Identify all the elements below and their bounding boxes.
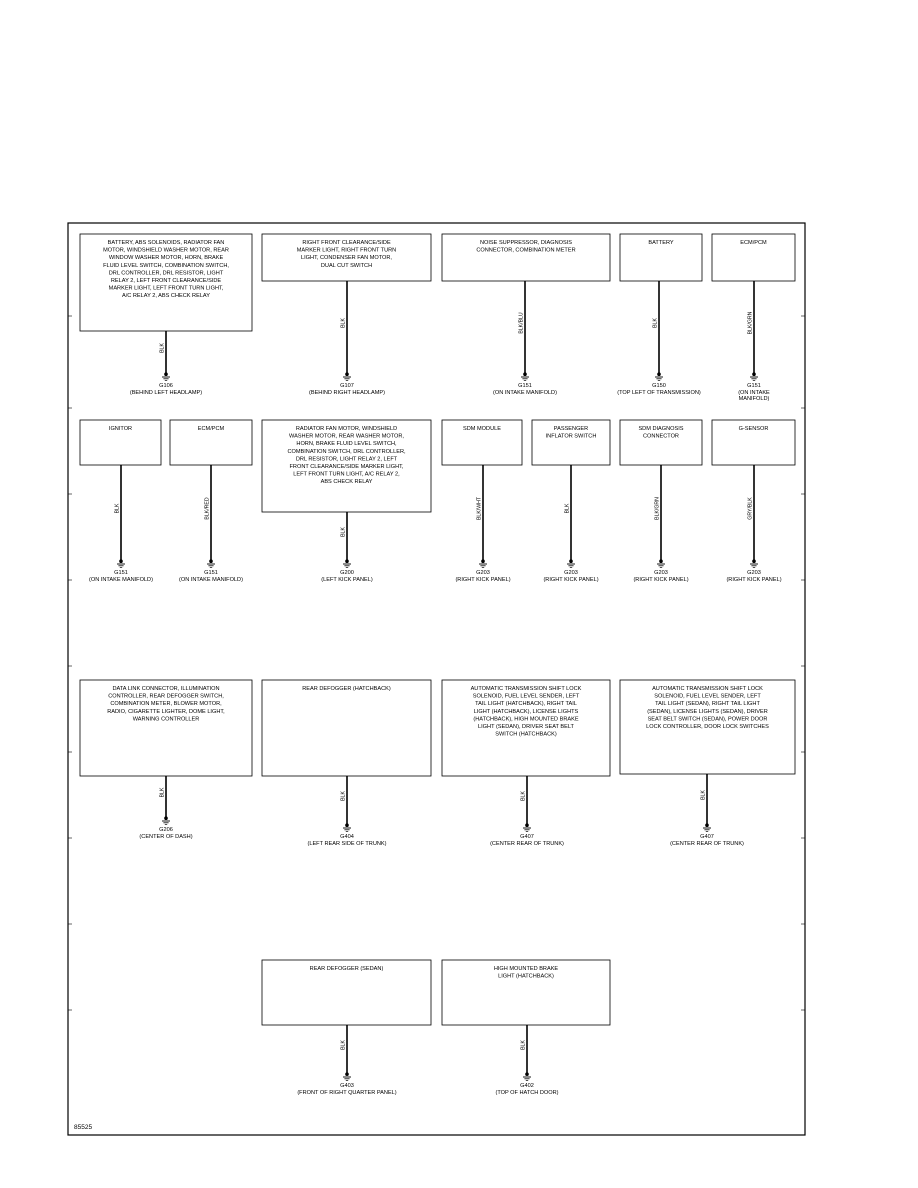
ground-symbol-icon xyxy=(521,372,529,380)
wire-color-label: BLK xyxy=(340,527,347,537)
component-name-line: LIGHT (SEDAN), DRIVER SEAT BELT xyxy=(478,724,574,730)
component-name-line: TAIL LIGHT (SEDAN), RIGHT TAIL LIGHT xyxy=(655,701,760,708)
component-name-line: REAR DEFOGGER (HATCHBACK) xyxy=(302,686,391,692)
component-name-line: LIGHT, CONDENSER FAN MOTOR, xyxy=(301,255,392,262)
ground-circuit xyxy=(712,420,795,583)
component-name-line: WINDOW WASHER MOTOR, HORN, BRAKE xyxy=(108,255,224,262)
ground-location: (RIGHT KICK PANEL) xyxy=(455,577,511,583)
ground-id: G150 xyxy=(652,383,666,389)
ground-circuit xyxy=(620,680,795,847)
ground-location: (ON INTAKE xyxy=(738,390,770,396)
component-name-line: MOTOR, WINDSHIELD WASHER MOTOR, REAR xyxy=(103,247,229,254)
component-name-line: ABS CHECK RELAY xyxy=(320,479,373,486)
component-name-line: DRL CONTROLLER, DRL RESISTOR, LIGHT xyxy=(108,270,224,277)
wire-color-label: BLK xyxy=(340,791,347,801)
component-name-line: ECM/PCM xyxy=(197,426,225,432)
ground-symbol-icon xyxy=(162,372,170,380)
ground-location: (TOP LEFT OF TRANSMISSION) xyxy=(617,390,701,396)
component-name-line: FLUID LEVEL SWITCH, COMBINATION SWITCH, xyxy=(103,262,229,269)
component-name-line: LIGHT (HATCHBACK), LICENSE LIGHTS xyxy=(473,708,579,715)
wire-color-label: BLK/BLU xyxy=(518,312,525,334)
ground-id: G407 xyxy=(520,834,534,840)
ground-id: G151 xyxy=(114,570,128,576)
ground-symbol-icon xyxy=(343,823,351,831)
wire-color-label: GRY/BLK xyxy=(747,497,754,520)
component-name-line: WARNING CONTROLLER xyxy=(132,716,200,723)
component-name-line: SWITCH (HATCHBACK) xyxy=(495,731,557,738)
ground-location: (CENTER OF DASH) xyxy=(139,834,193,840)
wire-color-label: BLK xyxy=(159,343,166,353)
component-name-line: DATA LINK CONNECTOR, ILLUMINATION xyxy=(112,686,220,692)
ground-symbol-icon xyxy=(703,823,711,831)
ground-symbol-icon xyxy=(343,559,351,567)
wire-color-label: BLK/WHT xyxy=(476,496,483,521)
ground-circuit xyxy=(442,234,610,396)
ground-location: (RIGHT KICK PANEL) xyxy=(726,577,782,583)
component-name-line: INFLATOR SWITCH xyxy=(545,433,597,440)
ground-symbol-icon xyxy=(343,372,351,380)
ground-circuit xyxy=(620,420,702,583)
wire-color-label: BLK xyxy=(340,1040,347,1050)
wire-color-label: BLK xyxy=(114,503,121,514)
diagram-frame xyxy=(68,223,805,1135)
wire-color-label: BLK xyxy=(700,790,707,800)
component-name-line: SOLENOID, FUEL LEVEL SENDER, LEFT xyxy=(654,693,761,700)
component-name-line: SEAT BELT SWITCH (SEDAN), POWER DOOR xyxy=(647,716,768,723)
component-name-line: CONNECTOR xyxy=(643,433,679,440)
ground-id: G203 xyxy=(564,570,578,576)
component-name-line: ECM/PCM xyxy=(740,240,767,246)
ground-location: (ON INTAKE MANIFOLD) xyxy=(493,390,557,396)
ground-circuit xyxy=(262,960,431,1096)
ground-symbol-icon xyxy=(162,816,170,824)
ground-location: (RIGHT KICK PANEL) xyxy=(543,577,599,583)
ground-symbol-icon xyxy=(750,559,758,567)
component-name-line: AUTOMATIC TRANSMISSION SHIFT LOCK xyxy=(470,686,582,692)
ground-id: G106 xyxy=(159,383,173,389)
ground-id: G403 xyxy=(340,1083,354,1089)
component-name-line: HIGH MOUNTED BRAKE xyxy=(493,966,559,972)
figure-number: 85525 xyxy=(74,1124,93,1131)
ground-symbol-icon xyxy=(567,559,575,567)
wire-color-label: BLK/RED xyxy=(204,497,211,520)
ground-location: (ON INTAKE MANIFOLD) xyxy=(179,577,243,583)
wire-color-label: BLK xyxy=(520,791,527,801)
component-name-line: MARKER LIGHT, LEFT FRONT TURN LIGHT, xyxy=(108,285,224,292)
component-name-line: LIGHT (HATCHBACK) xyxy=(498,973,554,980)
ground-circuit xyxy=(170,420,252,583)
ground-symbol-icon xyxy=(655,372,663,380)
component-name-line: RADIATOR FAN MOTOR, WINDSHIELD xyxy=(295,426,398,432)
ground-circuit xyxy=(80,234,252,396)
ground-location: (TOP OF HATCH DOOR) xyxy=(495,1090,559,1096)
ground-symbol-icon xyxy=(523,1072,531,1080)
component-name-line: BATTERY, ABS SOLENOIDS, RADIATOR FAN xyxy=(107,240,225,246)
component-name-line: CONNECTOR, COMBINATION METER xyxy=(476,247,576,254)
ground-circuit xyxy=(532,420,610,583)
wire-color-label: BLK xyxy=(520,1040,527,1050)
component-name-line: RIGHT FRONT CLEARANCE/SIDE xyxy=(302,240,391,246)
ground-id: G151 xyxy=(518,383,532,389)
wire-color-label: BLK/GRN xyxy=(654,497,661,520)
component-name-line: FRONT CLEARANCE/SIDE MARKER LIGHT, xyxy=(289,464,404,470)
component-name-line: HORN, BRAKE FLUID LEVEL SWITCH, xyxy=(296,441,397,448)
ground-symbol-icon xyxy=(479,559,487,567)
ground-symbol-icon xyxy=(343,1072,351,1080)
ground-circuit xyxy=(442,420,522,583)
wire-color-label: BLK xyxy=(340,318,347,328)
ground-circuit xyxy=(262,234,431,396)
ground-location: (CENTER REAR OF TRUNK) xyxy=(670,841,744,847)
component-name-line: IGNITOR xyxy=(108,426,133,432)
ground-id: G200 xyxy=(340,570,354,576)
component-name-line: NOISE SUPPRESSOR, DIAGNOSIS xyxy=(479,240,573,246)
ground-symbol-icon xyxy=(523,823,531,831)
wire-color-label: BLK xyxy=(564,503,571,514)
component-name-line: CONTROLLER, REAR DEFOGGER SWITCH, xyxy=(108,693,224,700)
component-name-line: MARKER LIGHT, RIGHT FRONT TURN xyxy=(296,247,397,254)
ground-id: G206 xyxy=(159,827,173,833)
component-name-line: COMBINATION SWITCH, DRL CONTROLLER, xyxy=(287,448,406,455)
ground-id: G203 xyxy=(476,570,490,576)
component-name-line: RELAY 2, LEFT FRONT CLEARANCE/SIDE xyxy=(110,278,222,284)
ground-id: G203 xyxy=(654,570,668,576)
component-box xyxy=(262,680,431,776)
wire-color-label: BLK xyxy=(652,318,659,328)
ground-location: (CENTER REAR OF TRUNK) xyxy=(490,841,564,847)
wire-color-label: BLK/GRN xyxy=(747,311,754,335)
ground-circuit xyxy=(80,420,161,583)
ground-location: (FRONT OF RIGHT QUARTER PANEL) xyxy=(297,1090,397,1096)
component-name-line: DRL RESISTOR, LIGHT RELAY 2, LEFT xyxy=(295,456,398,463)
component-name-line: BATTERY xyxy=(648,240,674,246)
ground-id: G203 xyxy=(747,570,761,576)
component-name-line: SOLENOID, FUEL LEVEL SENDER, LEFT xyxy=(472,693,580,700)
component-name-line: (HATCHBACK), HIGH MOUNTED BRAKE xyxy=(473,716,579,723)
component-name-line: PASSENGER xyxy=(553,426,589,432)
ground-circuit xyxy=(617,234,702,396)
ground-circuit xyxy=(262,420,431,583)
component-name-line: SDM MODULE xyxy=(463,426,501,432)
ground-id: G407 xyxy=(700,834,714,840)
ground-circuit xyxy=(262,680,431,847)
ground-symbol-icon xyxy=(657,559,665,567)
wire-color-label: BLK xyxy=(159,787,166,798)
ground-location: (BEHIND LEFT HEADLAMP) xyxy=(129,390,203,396)
component-name-line: G-SENSOR xyxy=(738,426,769,432)
component-name-line: TAIL LIGHT (HATCHBACK), RIGHT TAIL xyxy=(475,701,577,708)
component-name-line: WASHER MOTOR, REAR WASHER MOTOR, xyxy=(289,433,404,440)
ground-id: G151 xyxy=(747,383,761,389)
component-name-line: REAR DEFOGGER (SEDAN) xyxy=(309,966,384,972)
component-name-line: RADIO, CIGARETTE LIGHTER, DOME LIGHT, xyxy=(107,708,225,715)
ground-id: G404 xyxy=(340,834,354,840)
ground-location: (RIGHT KICK PANEL) xyxy=(633,577,689,583)
component-name-line: A/C RELAY 2, ABS CHECK RELAY xyxy=(122,293,210,300)
ground-location: MANIFOLD) xyxy=(738,396,770,403)
ground-location: (LEFT KICK PANEL) xyxy=(321,577,373,583)
ground-location: (ON INTAKE MANIFOLD) xyxy=(89,577,153,583)
ground-circuit xyxy=(80,680,252,840)
component-name-line: AUTOMATIC TRANSMISSION SHIFT LOCK xyxy=(652,686,763,692)
ground-symbol-icon xyxy=(117,559,125,567)
component-name-line: SDM DIAGNOSIS xyxy=(638,426,684,432)
component-name-line: COMBINATION METER, BLOWER MOTOR, xyxy=(110,701,222,708)
ground-id: G151 xyxy=(204,570,218,576)
component-name-line: LOCK CONTROLLER, DOOR LOCK SWITCHES xyxy=(646,724,769,730)
ground-symbol-icon xyxy=(207,559,215,567)
ground-circuit xyxy=(712,234,795,402)
ground-symbol-icon xyxy=(750,372,758,380)
ground-id: G402 xyxy=(520,1083,534,1089)
ground-location: (LEFT REAR SIDE OF TRUNK) xyxy=(307,841,387,847)
component-name-line: (SEDAN), LICENSE LIGHTS (SEDAN), DRIVER xyxy=(647,708,768,715)
ground-circuit xyxy=(442,960,610,1096)
ground-circuit xyxy=(442,680,610,847)
component-name-line: DUAL CUT SWITCH xyxy=(320,262,373,269)
ground-location: (BEHIND RIGHT HEADLAMP) xyxy=(308,390,386,396)
component-name-line: LEFT FRONT TURN LIGHT, A/C RELAY 2, xyxy=(293,471,400,478)
ground-id: G107 xyxy=(340,383,354,389)
